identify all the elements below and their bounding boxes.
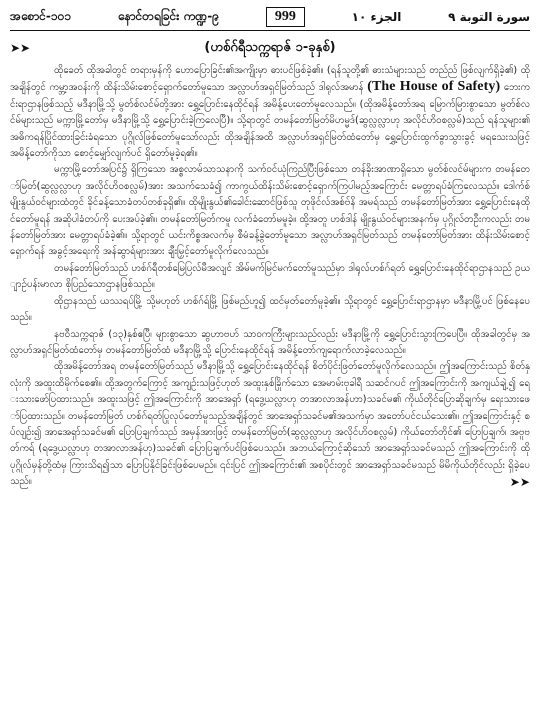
paragraph-text: တမန်တော်မြတ်သည် ဟစ်ဂ်ရီတစ်မြေပြလ်မီအလျင် အိမ်မက်မြင်မက်တော်မူသည်မှာ ဒါရုလ်ဟစ်ဂ်ရတ် ရွှေ့ပြောင်းနေထိုင်ရာဌာနသည် ဥယျာဉ်ပန်းမာလာ စိုပြည်သောဌာနဖြစ်သည်။: [10, 262, 530, 291]
juz-label: الجزء ١٠: [351, 10, 402, 24]
paragraph: [10, 294, 530, 327]
paragraph-text: ဘေးကင်းရာဌာနဖြစ်သည့် မဒီနာမြို့သို့ မွတ်စ်လင်မ်တို့အား ရွှေ့ပြောင်းနေထိုင်ရန် အမိန့်ပေးတော်မူလေသည်။ (ထိုအမိန့်တော်အရ မြောက်မြားစွာသော မွတ်စ်လင်မ်များသည် မက္ကာမြို့တော်မှ မဒီနာမြို့သို့ ရွှေ့ပြောင်းခဲ့ကြလေပြီ)။ သို့ရာတွင် တမန်တော်မြတ်မိဟမ္မဒ်(ဆွလ္လလ္လာဟု အလိုင်ဟိဝစလ္လမ်)သည် ရန်သူများ၏ အဓိကရန်ပြိုင်ထားခြင်းခံရသော ပုဂ္ဂိုလ်ဖြစ်တော်မူသော်လည်း ထိုအချိန်အထိ အလ္လာဟ်အရှင်မြတ်ထံတော်မှ ရွှေ့ပြောင်းထွက်ခွာသွားခွင့် မရသေးသဖြင့် အမိန့်တော်ကိုသာ စောင့်မျှော်လျက်ပင် ရှိတော်မူခဲ့ရ၏။: [10, 82, 530, 160]
paragraph: [10, 63, 530, 162]
paragraph: [10, 162, 530, 260]
arrow-icon: ➤➤: [10, 41, 31, 55]
paragraph-text: ထိုအမိန့်တော်အရ တမန်တော်မြတ်သည် မဒီနာမြို့သို့ ရွှေ့ပြောင်းနေထိုင်ရန် စိတ်ပိုင်းဖြတ်တော်မူလိုက်လေသည်။ ဤအကြောင်းသည် စိတ်နှလုံးကို အထူးထိမိုက်စေ၏။ ထို့အတွက်ကြောင့် အကျဉ်းသဖြင့်ဟုတ် အထူးနှစ်ခြိုက်သော အေမာမ်းဗုခါရီ သဆင်ဂပင် ဤအကြောင်းကို အကျယ်ချဲ့၍ ရေးသားဖော်ပြထားသည်။ အထူးသဖြင့် ဤအကြောင်းကို အာအေရှာ် (ရဒွေ့ယလ္လာဟု တအာလာအန်ဟာ)သခင်မ၏ ကိုယ်တိုင်ပြောဆိုချက်မှ ရေးသားဖော်ပြထားသည်။ တမန်တော်မြတ် ဟစ်ဂ်ရတ်ပြုလုပ်တော်မူသည့်အချိန်တွင် အာအေရှာ်သခင်မ၏အသက်မှာ အတော်ပင်ငယ်သေး၏။ ဤအကြောင်းနှင့် စပ်လျဉ်း၍ အာအေရှာ်သခင်မ၏ ပြောပြချက်သည် အမှန်အားဖြင့် တမန်တော်မြတ်(ဆွလ္လလ္လာဟု အလိုင်ဟိဝစလ္လမ်) ကိုယ်တော်တိုင်၏ ပြောပြချက်၊ အဗူဗတ်ကရ် (ရဒွေ့ယလ္လာဟု တအာလာအန်ဟု)သခင်၏ ပြောပြချက်ပင်ဖြစ်ပေသည်။ အဘယ်ကြောင့်ဆိုသော် အာအေရှာ်သခင်မသည် ဤအကြောင်းကို ထိုပုဂ္ဂိုလ်မှန်တို့ထံမှ ကြားသိရ၍သာ ပြောပြနိုင်ခြင်းဖြစ်ပေမည်။ ၎င်းပြင် ဤအကြောင်း၏ အစပိုင်းတွင် အာအေရှာ်သခင်မသည် မိမိကိုယ်တိုင်လည်း ရှိခဲ့ပေသည်။: [10, 361, 530, 488]
section-title: (ဟစ်ဂ်ရီသက္ကရာဇ် ၁-ခုနှစ်): [204, 39, 336, 55]
chapter-label: နောင်တရခြင်း ကဏ္ဍ-၉: [117, 9, 220, 23]
paragraph-text: နဗဝီသက္ကရာဇ် (၁၃)နှစ်ဧပြီ၊ များစွာသော ဆွဟာဗဟ် သာဝကကြီးများသည်လည်း မဒီနာမြို့ကို ရွှေ့ပြောင်းသွားကြပေပြီ။ ထိုအခါတွင်မှ အလ္လာဟ်အရှင်မြတ်ထံတော်မှ တမန်တော်မြတ်ထံ မဒီနာမြို့သို့ ပြောင်းနေထိုင်ရန် အမိန့်တော်ကျရောက်လာခဲ့လေသည်။: [10, 328, 530, 356]
paragraph-text: ထိုဌာနသည် ယဿရပ်မြို့ သို့မဟုတ် ဟစ်ဂ်ရ်မြို့ ဖြစ်မည်ဟူ၍ ထင်မှတ်တော်မူခဲ့၏။ သို့ရာတွင် ရွှေ့ပြောင်းရာဌာနမှာ မဒီနာမြို့ပင် ဖြစ်နေပေသည်။: [10, 295, 530, 324]
section-title-row: [10, 37, 530, 59]
paragraph: [10, 327, 530, 360]
document-body: [10, 63, 530, 491]
paragraph-text: မက္ကာမြို့တော်အပြင်၌ ရှိကြသော အစ္စလာမ်သာသနာကို သက်ဝင်ယုံကြည်ပြီးဖြစ်သော တန်ခိုးအာဏာရှိသော မွတ်စ်လင်မ်များက တမန်တော်မြတ်(ဆွလ္လလ္လာဟု အလိုင်ဟိဝစလ္လမ်)အား အသက်သေခံ၍ ကာကွယ်ထိန်းသိမ်းစောင့်ရှောက်ကြပါမည့်အကြောင်း မေတ္တာရပ်ခံကြလေသည်။ ဒေါက်စ် မျိုးနွယ်ဝင်များထံတွင် ခိုင်ခန့်သောခံတပ်တစ်ခုရှိ၏။ ထိုမျိုးနွယ်၏ခေါင်းဆောင်ဖြစ်သူ တုဖိုင်လ်အစ်ဗ်နိ အမရ်သည် တမန်တော်မြတ်အား ရွှေ့ပြောင်းနေထိုင်တော်မူရန် အဆိုပါခံတပ်ကို ပေးအပ်ခဲ့၏။ တမန်တော်မြတ်ကမူ လက်ခံတော်မမူခဲ့။ ထို့အတူ ဟစ်ဒါန် မျိုးနွယ်ဝင်များအနက်မှ ပုဂ္ဂိုလ်တဦးကလည်း တမန်တော်မြတ်အား မေတ္တာရပ်ခံခဲ့၏။ သို့ရာတွင် ယင်းကိစ္စအလက်မှ စီမံခန့်ခွဲတော်မူသော အလ္လာဟ်အရှင်မြတ်သည် တမန်တော်မြတ်အား ထိန်းသိမ်းစောင့်ရှောက်ရန် အခွင့်အရေးကို အန်ဆွာရ်များအား ချီးမြှင့်တော်မူလိုက်လေသည်။: [10, 164, 530, 258]
paragraph: [10, 261, 530, 294]
paragraph: [10, 359, 530, 490]
page-header: [10, 6, 530, 31]
english-term: (The House of Safety): [367, 79, 501, 95]
end-arrow-icon: ➤➤: [509, 475, 530, 490]
surah-label: سورة التوبة ٩: [448, 10, 530, 24]
volume-label: အစောင်-၁၀၁: [10, 9, 72, 23]
paragraph-text: ထိုခေတ် ထိုအခါတွင် တရားမှန်ကို ဟောပြောခြင်း၏အကျိုးမှာ ဓားပင်ဖြစ်ခဲ့၏။ (ရန်သူတို့၏ ဓားသံများသည် တည်ည် ဖြစ်လျက်ရှိခဲ့၏) ထိုအချိန်တွင် ကမ္ဘာ့အဝန်းကို ထိန်းသိမ်းစောင့်ရှောက်တော်မူသော အလ္လာဟ်အရှင်မြတ်သည် ဒါရုလ်အမာန်: [10, 65, 530, 94]
page-number: 999: [266, 7, 305, 27]
